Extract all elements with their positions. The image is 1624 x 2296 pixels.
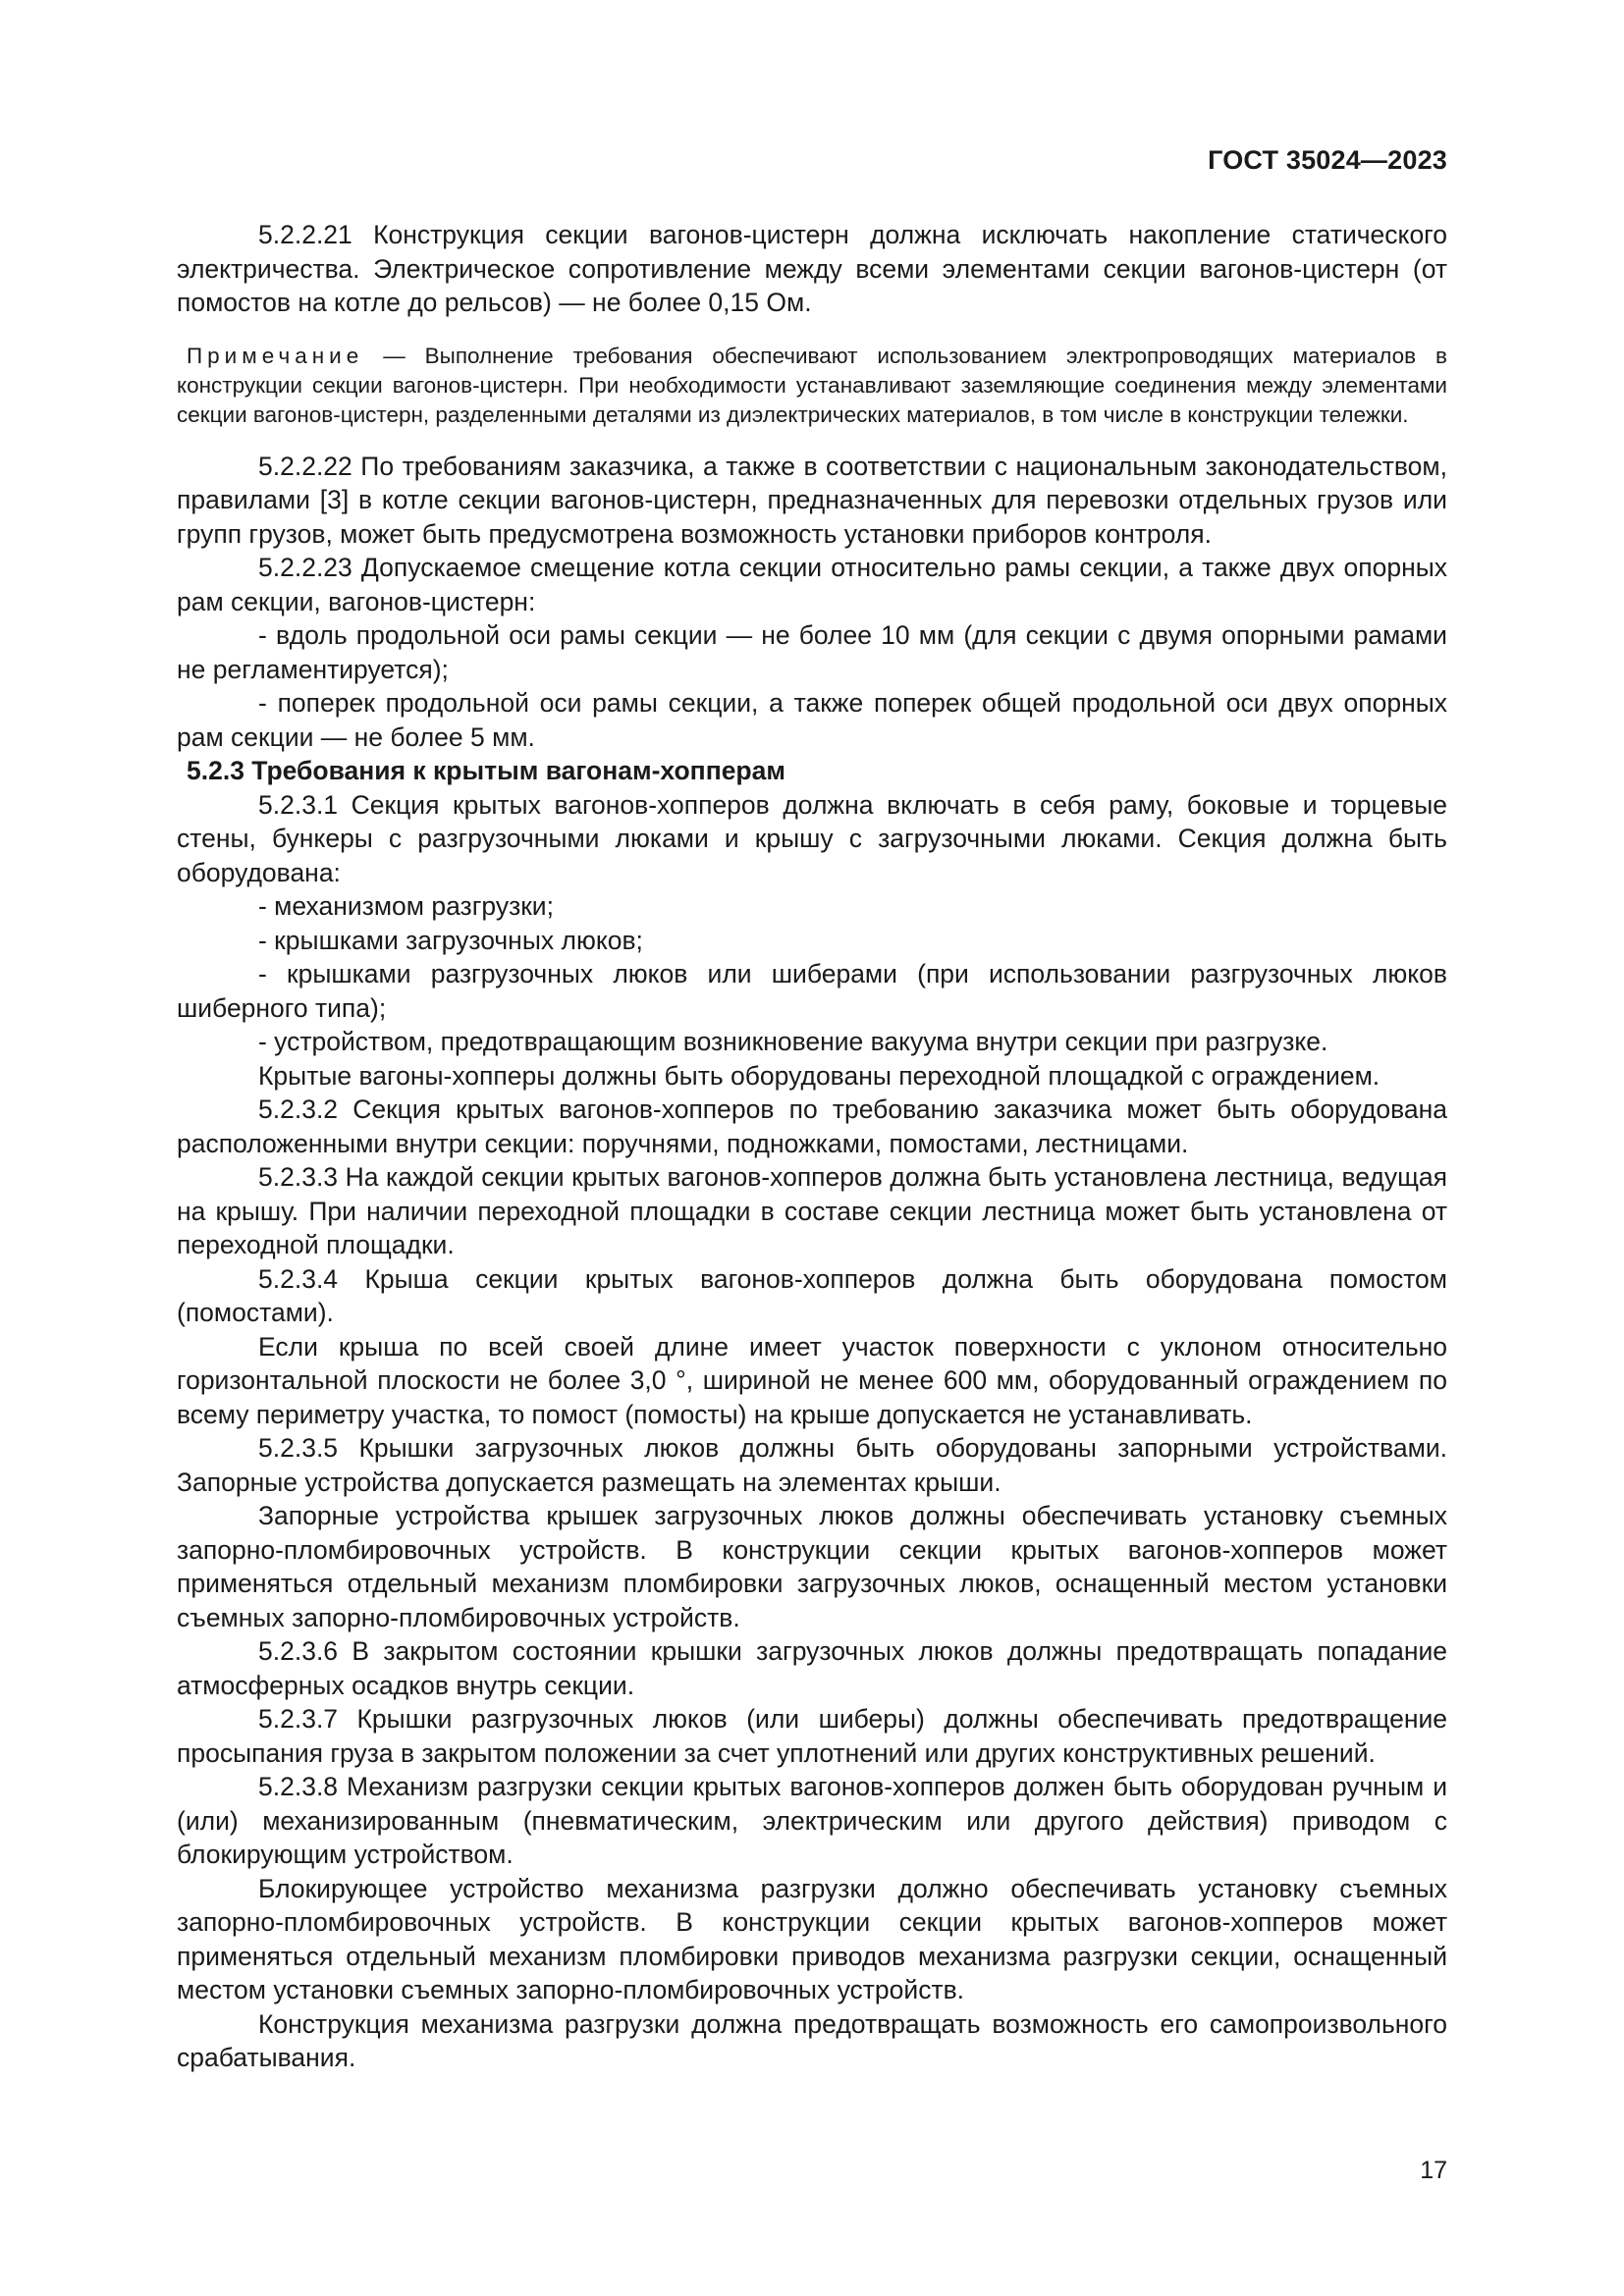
- clause-5-2-3-8-final: Конструкция механизма разгрузки должна предотвращать возможность его самопроизвольного срабатывания.: [177, 2008, 1447, 2072]
- page-number: 17: [1420, 2157, 1447, 2184]
- note-text: — Выполнение требования обеспечивают использованием электропроводящих материалов в конструкции секции вагонов-цистерн. При необходимости устанавливают заземляющие соединения между элементами секции вагонов-цистерн, разделенными деталями из диэлектрических материалов, в том числе в конструкции тележки.: [177, 343, 1447, 427]
- note-label: Примечание: [187, 343, 364, 368]
- document-code-header: ГОСТ 35024—2023: [1208, 145, 1447, 175]
- clause-5-2-2-23-item-a: - вдоль продольной оси рамы секции — не более 10 мм (для секции с двумя опорными рамами не регламентируется);: [177, 620, 1447, 684]
- clause-5-2-3-1: 5.2.3.1 Секция крытых вагонов-хопперов должна включать в себя раму, боковые и торцевые стены, бункеры с разгрузочными люками и крышу с загрузочными люками. Секция должна быть оборудована:: [177, 789, 1447, 887]
- clause-5-2-3-1-item-c: - крышками разгрузочных люков или шиберами (при использовании разгрузочных люков шиберного типа);: [177, 959, 1447, 1023]
- clause-5-2-3-5: 5.2.3.5 Крышки загрузочных люков должны быть оборудованы запорными устройствами. Запорные устройства допускается размещать на элементах крыши.: [177, 1433, 1447, 1497]
- clause-5-2-2-22: 5.2.2.22 По требованиям заказчика, а также в соответствии с национальным законодательством, правилами [3] в котле секции вагонов-цистерн, предназначенных для перевозки отдельных грузов или групп грузов, может быть предусмотрена возможность установки приборов контроля.: [177, 451, 1447, 549]
- clause-5-2-3-5-continued: Запорные устройства крышек загрузочных люков должны обеспечивать установку съемных запорно-пломбировочных устройств. В конструкции секции крытых вагонов-хопперов может применяться отдельный механизм пломбировки загрузочных люков, оснащенный местом установки съемных запорно-пломбировочных устройств.: [177, 1501, 1447, 1632]
- clause-5-2-3-1-item-b: - крышками загрузочных люков;: [258, 925, 643, 955]
- clause-5-2-3-7: 5.2.3.7 Крышки разгрузочных люков (или шиберы) должны обеспечивать предотвращение просыпания груза в закрытом положении за счет уплотнений или других конструктивных решений.: [177, 1704, 1447, 1768]
- section-heading-5-2-3: 5.2.3 Требования к крытым вагонам-хопперам: [187, 756, 785, 785]
- clause-5-2-3-4-continued: Если крыша по всей своей длине имеет участок поверхности с уклоном относительно горизонтальной плоскости не более 3,0 °, шириной не менее 600 мм, оборудованный ограждением по всему периметру участка, то помост (помосты) на крыше допускается не устанавливать.: [177, 1331, 1447, 1429]
- clause-5-2-3-1-item-d: - устройством, предотвращающим возникновение вакуума внутри секции при разгрузке.: [258, 1027, 1328, 1056]
- clause-5-2-2-23-item-b: - поперек продольной оси рамы секции, а также поперек общей продольной оси двух опорных рам секции — не более 5 мм.: [177, 688, 1447, 752]
- clause-5-2-3-1-note: Крытые вагоны-хопперы должны быть оборудованы переходной площадкой с ограждением.: [258, 1060, 1380, 1091]
- clause-5-2-2-23: 5.2.2.23 Допускаемое смещение котла секции относительно рамы секции, а также двух опорных рам секции, вагонов-цистерн:: [177, 553, 1447, 616]
- clause-5-2-3-8: 5.2.3.8 Механизм разгрузки секции крытых вагонов-хопперов должен быть оборудован ручным и (или) механизированным (пневматическим, электрическим или другого действия) приводом с блокирующим устройством.: [177, 1772, 1447, 1869]
- document-body: [177, 218, 1447, 2075]
- clause-5-2-3-3: 5.2.3.3 На каждой секции крытых вагонов-хопперов должна быть установлена лестница, ведущая на крышу. При наличии переходной площадки в составе секции лестница может быть установлена от переходной площадки.: [177, 1162, 1447, 1259]
- clause-5-2-3-1-item-a: - механизмом разгрузки;: [258, 891, 554, 921]
- clause-5-2-3-8-continued: Блокирующее устройство механизма разгрузки должно обеспечивать установку съемных запорно-пломбировочных устройств. В конструкции секции крытых вагонов-хопперов может применяться отдельный механизм пломбировки приводов механизма разгрузки секции, оснащенный местом установки съемных запорно-пломбировочных устройств.: [177, 1873, 1447, 2004]
- note-block: [177, 342, 1447, 430]
- clause-5-2-3-6: 5.2.3.6 В закрытом состоянии крышки загрузочных люков должны предотвращать попадание атмосферных осадков внутрь секции.: [177, 1636, 1447, 1700]
- clause-5-2-2-21: 5.2.2.21 Конструкция секции вагонов-цистерн должна исключать накопление статического электричества. Электрическое сопротивление между всеми элементами секции вагонов-цистерн (от помостов на котле до рельсов) — не более 0,15 Ом.: [177, 220, 1447, 317]
- clause-5-2-3-2: 5.2.3.2 Секция крытых вагонов-хопперов по требованию заказчика может быть оборудована расположенными внутри секции: поручнями, подножками, помостами, лестницами.: [177, 1095, 1447, 1158]
- clause-5-2-3-4: 5.2.3.4 Крыша секции крытых вагонов-хопперов должна быть оборудована помостом (помостами).: [177, 1263, 1447, 1327]
